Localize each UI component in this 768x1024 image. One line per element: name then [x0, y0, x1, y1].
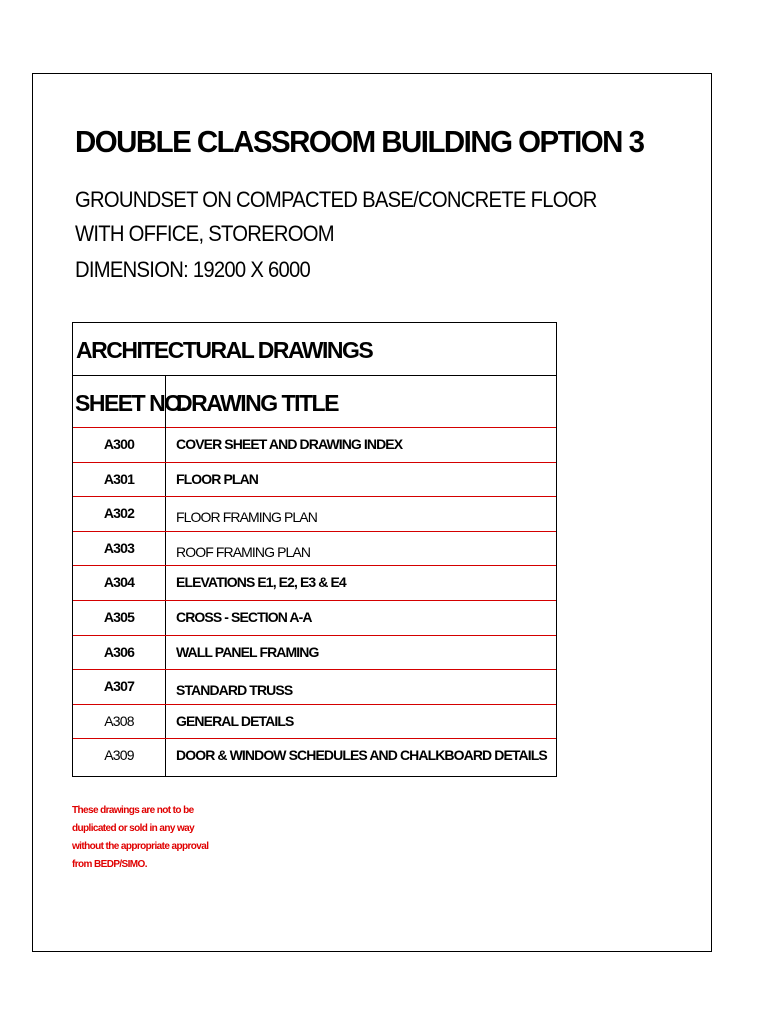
drawing-title-header: DRAWING TITLE — [176, 390, 338, 416]
table-heading — [73, 323, 556, 376]
disclaimer-line: These drawings are not to be — [72, 805, 194, 816]
table-row — [73, 636, 556, 671]
disclaimer-line: without the appropriate approval — [72, 841, 209, 852]
sheet-number-cell: A307 — [103, 678, 135, 695]
subtitle-foundation: GROUNDSET ON COMPACTED BASE/CONCRETE FLOOR — [75, 187, 597, 212]
table-row — [73, 428, 556, 463]
subtitle-rooms: WITH OFFICE, STOREROOM — [75, 221, 334, 246]
drawing-title-cell: CROSS - SECTION A-A — [176, 608, 312, 625]
disclaimer-line: from BEDP/SIMO. — [72, 859, 147, 870]
table-row — [73, 566, 556, 601]
drawing-title-cell: ELEVATIONS E1, E2, E3 & E4 — [176, 574, 346, 591]
drawing-title-cell: WALL PANEL FRAMING — [176, 643, 319, 660]
sheet-no-header: SHEET NO. — [75, 390, 186, 416]
drawing-title-cell: GENERAL DETAILS — [176, 712, 294, 729]
drawing-title-cell: ROOF FRAMING PLAN — [176, 543, 311, 560]
sheet-number-cell: A305 — [103, 608, 135, 625]
table-row — [73, 497, 556, 532]
sheet-number-cell: A302 — [103, 505, 135, 522]
table-row — [73, 739, 556, 774]
drawing-title-cell: STANDARD TRUSS — [176, 682, 293, 699]
table-row — [73, 463, 556, 498]
column-header-row — [73, 376, 556, 428]
table-row — [73, 705, 556, 740]
drawing-title-cell: FLOOR PLAN — [176, 470, 258, 487]
sheet-number-cell: A309 — [104, 747, 134, 764]
drawing-title-cell: DOOR & WINDOW SCHEDULES AND CHALKBOARD DETAILS — [176, 747, 547, 764]
sheet-number-cell: A304 — [103, 574, 135, 591]
drawing-title-cell: COVER SHEET AND DRAWING INDEX — [176, 436, 403, 452]
sheet-number-cell: A308 — [104, 712, 134, 729]
sheet-number-cell: A303 — [103, 539, 135, 556]
subtitle-dimension: DIMENSION: 19200 X 6000 — [75, 257, 311, 282]
table-row — [73, 670, 556, 705]
table-row — [73, 532, 556, 567]
sheet-number-cell: A306 — [103, 643, 135, 660]
table-heading-label: ARCHITECTURAL DRAWINGS — [76, 337, 373, 363]
copyright-disclaimer — [72, 802, 212, 874]
disclaimer-line: duplicated or sold in any way — [72, 823, 195, 834]
drawing-index-table — [72, 322, 557, 777]
document-title: DOUBLE CLASSROOM BUILDING OPTION 3 — [75, 124, 644, 159]
sheet-number-cell: A301 — [103, 470, 135, 487]
sheet-number-cell: A300 — [103, 436, 135, 452]
table-rows — [73, 428, 556, 774]
drawing-title-cell: FLOOR FRAMING PLAN — [176, 509, 317, 526]
table-row — [73, 601, 556, 636]
